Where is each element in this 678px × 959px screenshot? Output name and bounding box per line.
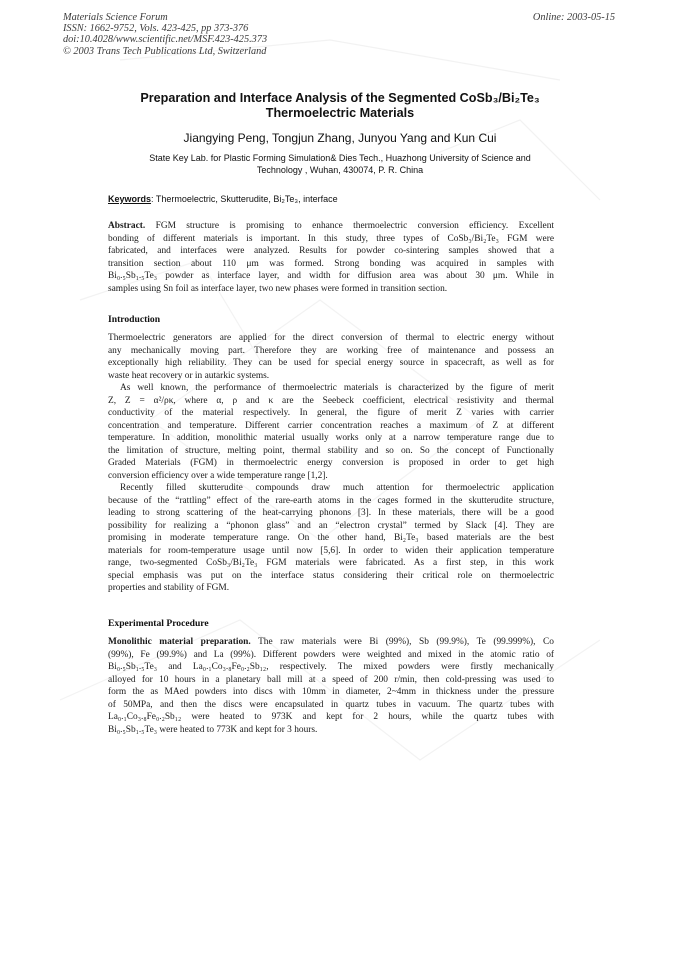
- exp-line: The raw materials were Bi (99%), Sb (99.9%), Te (99.999%), Co: [250, 637, 554, 647]
- intro-line: special emphasis was put on the interface status considering their critical role on thermoelectric: [108, 570, 554, 581]
- introduction-heading: Introduction: [108, 314, 161, 325]
- abstract: [108, 220, 554, 295]
- keywords-label: Keywords: [108, 194, 152, 204]
- issn-line: ISSN: 1662-9752, Vols. 423-425, pp 373-376: [63, 23, 249, 35]
- title-line: Thermoelectric Materials: [265, 106, 415, 120]
- copyright-line: © 2003 Trans Tech Publications Ltd, Switzerland: [63, 45, 267, 57]
- exp-line: La₀.₁Co₃.₈Fe₀.₂Sb₁₂ were heated to 973K and kept for 2 hours, while the quartz tubes with: [108, 712, 554, 722]
- exp-line: Bi₀.₅Sb₁.₅Te₃ and La₀.₁Co₃.₈Fe₀.₂Sb₁₂, respectively. The mixed powders were firstly mechanically: [108, 662, 554, 672]
- intro-line: concentration and temperature. Different carrier concentration reaches a maximum of Z at different: [108, 420, 554, 431]
- intro-line: Recently filled skutterudite compounds draw much attention for thermoelectric application: [120, 483, 554, 493]
- abstract-line: FGM structure is promising to enhance thermoelectric conversion efficiency. Excellent: [145, 221, 554, 231]
- intro-line: conductivity of the material respectively. In general, the figure of merit Z varies with carrier: [108, 408, 554, 418]
- intro-line: Thermoelectric generators are applied for the direct conversion of thermal to electric energy without: [108, 333, 554, 343]
- journal-name: Materials Science Forum: [63, 12, 168, 23]
- affiliation: [105, 152, 575, 176]
- intro-line: materials for room-temperature usage until now [5,6]. In order to widen their application temperature: [108, 545, 554, 556]
- intro-line: As well known, the performance of thermoelectric materials is characterized by the figure of merit: [120, 383, 554, 393]
- introduction-body: [108, 332, 554, 595]
- intro-line: temperature. In addition, monolithic material usually works only at a narrow temperature range due to: [108, 433, 554, 443]
- paper-title: [90, 91, 590, 121]
- abstract-line: Bi₀.₅Sb₁.₅Te₃ powder as interface layer, and width for diffusion area was about 30 μm. While in: [108, 271, 554, 281]
- intro-line: range, two-segmented CoSb₃/Bi₂Te₃ FGM materials were fabricated. As a first step, in this work: [108, 558, 554, 568]
- affiliation-line: State Key Lab. for Plastic Forming Simulation& Dies Tech., Huazhong University of Science and: [149, 153, 531, 163]
- intro-line: exceptionally high reliability. They can be used for special energy source in spacecraft, as well as for: [108, 358, 554, 368]
- abstract-line: bonding of different materials is important. In this study, three types of CoSb₃/Bi₂Te₃ FGM were: [108, 233, 554, 244]
- journal-header: [63, 12, 267, 57]
- exp-line: of 50MPa, and then the discs were encapsulated in quartz tubes in vacuum. The quartz tubes with: [108, 699, 554, 710]
- intro-line: conversion efficiency over a wide temperature range [1,2].: [108, 470, 328, 481]
- experimental-heading: Experimental Procedure: [108, 618, 209, 629]
- keywords-text: Thermoelectric, Skutterudite, Bi₂Te₃, interface: [155, 194, 338, 204]
- intro-line: promising in moderate temperature range. On the other hand, Bi₂Te₃ based materials are the best: [108, 533, 554, 543]
- affiliation-line: Technology , Wuhan, 430074, P. R. China: [256, 165, 424, 175]
- abstract-label: Abstract.: [108, 221, 146, 231]
- intro-line: properties and stability of FGM.: [108, 583, 230, 593]
- intro-line: Graded Materials (FGM) in thermoelectric energy conversion is proposed in order to get high: [108, 458, 554, 468]
- exp-line: form the as MAed powders into discs with 10mm in diameter, 2~4mm in thickness under the pressure: [108, 687, 554, 697]
- intro-line: leading to strong scattering of the heat-carrying phonons [3]. In these materials, there will be a good: [108, 508, 554, 518]
- exp-line: (99%), Fe (99.9%) and La (99%). Different powders were weighted and mixed in the atomic ratio of: [108, 649, 554, 660]
- exp-line: Bi₀.₅Sb₁.₅Te₃ were heated to 773K and kept for 3 hours.: [108, 724, 318, 735]
- exp-line: alloyed for 10 hours in a planetary ball mill at a speed of 200 r/min, then cold-pressing was used to: [108, 674, 554, 685]
- abstract-line: transition section about 110 μm was formed. Strong bonding was acquired in samples with: [108, 258, 554, 269]
- intro-line: because of the “rattling” effect of the rare-earth atoms in the cages formed in the skutterudite structure,: [108, 495, 554, 506]
- experimental-subheading: Monolithic material preparation.: [108, 637, 251, 647]
- keywords-separator: :: [151, 194, 156, 204]
- intro-line: Z, Z = α²/ρκ, where α, ρ and κ are the Seebeck coefficient, electrical resistivity and thermal: [108, 395, 554, 406]
- doi-line: doi:10.4028/www.scientific.net/MSF.423-425.373: [63, 34, 268, 46]
- abstract-line: fabricated, and interfaces were analyzed. Results for powder co-sintering samples showed that a: [108, 246, 554, 256]
- intro-line: the limitation of structure, melting point, thermal stability and so on. So the concept of Functionally: [108, 445, 554, 456]
- online-date: Online: 2003-05-15: [532, 12, 615, 23]
- experimental-body: [108, 636, 554, 736]
- title-line: Preparation and Interface Analysis of the Segmented CoSb₃/Bi₂Te₃: [140, 91, 540, 105]
- intro-line: any mechanically moving part. Therefore they are working free of maintenance and possess an: [108, 345, 554, 356]
- intro-line: waste heat recovery or in autarkic systems.: [108, 370, 270, 381]
- abstract-line: samples using Sn foil as interface layer, two new phases were formed in transition section.: [108, 283, 448, 294]
- author-list: Jiangying Peng, Tongjun Zhang, Junyou Yang and Kun Cui: [183, 131, 497, 145]
- keywords: [108, 194, 338, 204]
- intro-line: possibility for realizing a “phonon glass” and an “electron crystal” termed by Slack [4]. They are: [108, 520, 554, 531]
